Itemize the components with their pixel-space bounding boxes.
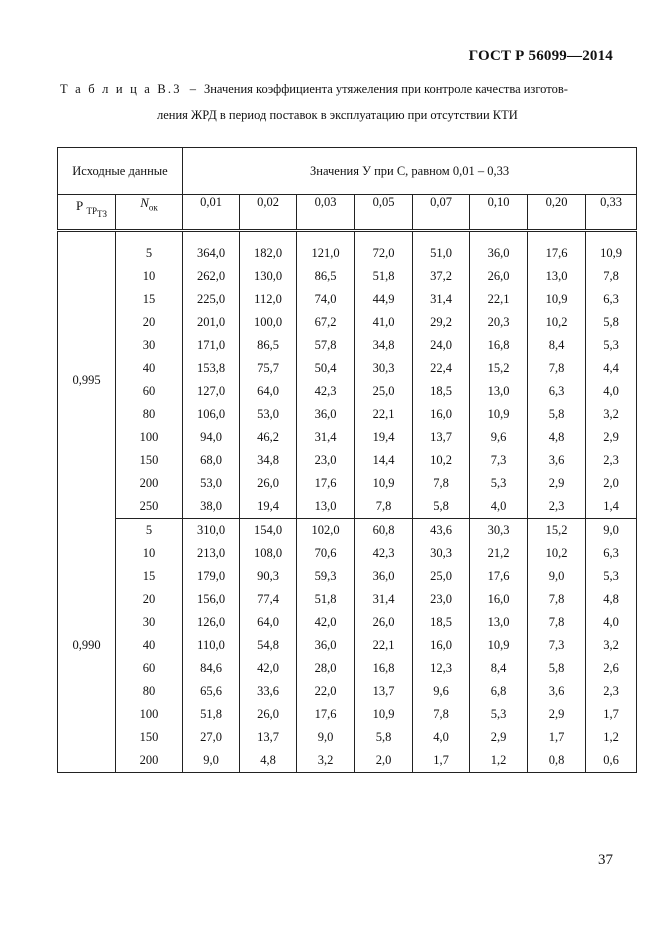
n-value-cell: 100 [116, 703, 183, 726]
coefficient-value-cell: 7,3 [470, 449, 528, 472]
coefficient-value-cell: 10,9 [470, 403, 528, 426]
coefficient-value-cell: 18,5 [413, 611, 470, 634]
coefficient-value-cell: 121,0 [297, 242, 355, 265]
c-value-header: 0,20 [528, 195, 586, 231]
coefficient-value-cell: 26,0 [240, 703, 297, 726]
coefficient-value-cell: 5,8 [528, 657, 586, 680]
coefficient-value-cell: 23,0 [297, 449, 355, 472]
coefficient-value-cell: 37,2 [413, 265, 470, 288]
coefficient-value-cell: 54,8 [240, 634, 297, 657]
coefficient-value-cell: 5,8 [413, 495, 470, 519]
table-row [58, 265, 637, 288]
coefficient-value-cell: 8,4 [470, 657, 528, 680]
coefficient-value-cell: 13,7 [240, 726, 297, 749]
coefficient-value-cell: 10,2 [528, 311, 586, 334]
table-row [58, 334, 637, 357]
table-row [58, 749, 637, 773]
coefficient-value-cell: 7,8 [528, 357, 586, 380]
coefficient-value-cell: 53,0 [183, 472, 240, 495]
coefficient-value-cell: 9,0 [586, 519, 637, 543]
coefficient-value-cell: 42,0 [297, 611, 355, 634]
coefficient-value-cell: 18,5 [413, 380, 470, 403]
coefficient-value-cell: 36,0 [297, 403, 355, 426]
coefficient-value-cell: 4,8 [528, 426, 586, 449]
coefficient-value-cell: 225,0 [183, 288, 240, 311]
table-row [58, 472, 637, 495]
n-value-cell: 40 [116, 357, 183, 380]
coefficient-value-cell: 5,8 [528, 403, 586, 426]
page-number: 37 [598, 852, 613, 868]
table-row [58, 242, 637, 265]
coefficient-value-cell: 72,0 [355, 242, 413, 265]
coefficient-value-cell: 19,4 [240, 495, 297, 519]
coefficient-value-cell: 10,9 [586, 242, 637, 265]
coefficient-value-cell: 60,8 [355, 519, 413, 543]
table-row [58, 288, 637, 311]
table-row [58, 680, 637, 703]
coefficient-value-cell: 50,4 [297, 357, 355, 380]
coefficient-value-cell: 2,6 [586, 657, 637, 680]
coefficient-value-cell: 5,3 [586, 334, 637, 357]
coefficient-value-cell: 10,9 [470, 634, 528, 657]
c-value-header: 0,03 [297, 195, 355, 231]
coefficient-value-cell: 127,0 [183, 380, 240, 403]
table-row [58, 380, 637, 403]
coefficient-value-cell: 0,6 [586, 749, 637, 773]
coefficient-value-cell: 112,0 [240, 288, 297, 311]
coefficient-value-cell: 68,0 [183, 449, 240, 472]
coefficient-value-cell: 2,9 [586, 426, 637, 449]
table-row [58, 726, 637, 749]
coefficient-value-cell: 42,3 [297, 380, 355, 403]
coefficient-value-cell: 2,0 [586, 472, 637, 495]
n-value-cell: 60 [116, 657, 183, 680]
table-caption-prefix: Т а б л и ц а В.3 [60, 82, 182, 96]
table-row [58, 311, 637, 334]
coefficient-value-cell: 100,0 [240, 311, 297, 334]
coefficient-value-cell: 57,8 [297, 334, 355, 357]
coefficient-value-cell: 2,3 [528, 495, 586, 519]
coefficient-value-cell: 13,0 [470, 611, 528, 634]
coefficient-value-cell: 38,0 [183, 495, 240, 519]
coefficient-value-cell: 51,8 [297, 588, 355, 611]
coefficient-value-cell: 36,0 [470, 242, 528, 265]
coefficient-value-cell: 7,8 [528, 611, 586, 634]
coefficient-value-cell: 110,0 [183, 634, 240, 657]
c-value-header: 0,10 [470, 195, 528, 231]
coefficient-value-cell: 10,2 [528, 542, 586, 565]
coefficient-value-cell: 42,0 [240, 657, 297, 680]
coefficient-value-cell: 16,0 [413, 634, 470, 657]
document-code: ГОСТ Р 56099—2014 [468, 48, 613, 64]
coefficient-value-cell: 262,0 [183, 265, 240, 288]
coefficient-value-cell: 108,0 [240, 542, 297, 565]
coefficient-value-cell: 31,4 [413, 288, 470, 311]
n-value-cell: 5 [116, 242, 183, 265]
coefficient-value-cell: 53,0 [240, 403, 297, 426]
coefficient-value-cell: 6,3 [586, 542, 637, 565]
probability-cell: 0,990 [58, 519, 116, 773]
coefficient-value-cell: 3,2 [586, 634, 637, 657]
coefficient-value-cell: 22,1 [355, 634, 413, 657]
n-value-cell: 5 [116, 519, 183, 543]
coefficient-value-cell: 22,4 [413, 357, 470, 380]
coefficient-value-cell: 3,6 [528, 449, 586, 472]
coefficient-value-cell: 84,6 [183, 657, 240, 680]
coefficient-value-cell: 90,3 [240, 565, 297, 588]
coefficient-value-cell: 6,3 [586, 288, 637, 311]
coefficient-value-cell: 22,1 [355, 403, 413, 426]
coefficient-value-cell: 8,4 [528, 334, 586, 357]
c-value-header: 0,01 [183, 195, 240, 231]
table-row [58, 588, 637, 611]
coefficient-value-cell: 5,3 [470, 703, 528, 726]
coefficient-value-cell: 1,7 [586, 703, 637, 726]
n-value-cell: 100 [116, 426, 183, 449]
coefficient-value-cell: 1,7 [413, 749, 470, 773]
coefficient-value-cell: 5,8 [355, 726, 413, 749]
p-column-header: Р $_{ТР_{ТЗ}}$ [58, 195, 116, 231]
coefficient-value-cell: 213,0 [183, 542, 240, 565]
coefficient-value-cell: 30,3 [470, 519, 528, 543]
coefficient-value-cell: 27,0 [183, 726, 240, 749]
n-value-cell: 20 [116, 588, 183, 611]
table-row [58, 542, 637, 565]
n-value-cell: 250 [116, 495, 183, 519]
table-row [58, 357, 637, 380]
n-value-cell: 200 [116, 472, 183, 495]
coefficient-value-cell: 59,3 [297, 565, 355, 588]
coefficient-value-cell: 153,8 [183, 357, 240, 380]
coefficient-value-cell: 44,9 [355, 288, 413, 311]
c-value-header: 0,05 [355, 195, 413, 231]
coefficient-value-cell: 34,8 [355, 334, 413, 357]
coefficient-value-cell: 364,0 [183, 242, 240, 265]
table-row [58, 449, 637, 472]
coefficient-value-cell: 3,2 [586, 403, 637, 426]
coefficient-value-cell: 26,0 [470, 265, 528, 288]
coefficient-value-cell: 126,0 [183, 611, 240, 634]
coefficient-value-cell: 10,2 [413, 449, 470, 472]
coefficient-value-cell: 43,6 [413, 519, 470, 543]
coefficient-value-cell: 31,4 [297, 426, 355, 449]
coefficient-value-cell: 106,0 [183, 403, 240, 426]
coefficient-value-cell: 10,9 [355, 703, 413, 726]
coefficient-value-cell: 2,9 [470, 726, 528, 749]
coefficient-value-cell: 179,0 [183, 565, 240, 588]
coefficient-value-cell: 10,9 [528, 288, 586, 311]
coefficient-value-cell: 7,8 [528, 588, 586, 611]
coefficient-value-cell: 51,8 [183, 703, 240, 726]
coefficient-value-cell: 9,6 [470, 426, 528, 449]
coefficient-value-cell: 7,8 [413, 703, 470, 726]
coefficient-value-cell: 1,4 [586, 495, 637, 519]
coefficient-value-cell: 51,8 [355, 265, 413, 288]
coefficient-value-cell: 86,5 [297, 265, 355, 288]
coefficient-value-cell: 16,8 [355, 657, 413, 680]
n-value-cell: 15 [116, 565, 183, 588]
coefficient-value-cell: 13,0 [297, 495, 355, 519]
coefficient-value-cell: 86,5 [240, 334, 297, 357]
coefficient-value-cell: 23,0 [413, 588, 470, 611]
coefficient-value-cell: 130,0 [240, 265, 297, 288]
coefficient-value-cell: 5,8 [586, 311, 637, 334]
coefficient-value-cell: 70,6 [297, 542, 355, 565]
coefficient-value-cell: 4,0 [586, 380, 637, 403]
table-caption [60, 76, 620, 128]
coefficient-value-cell: 6,8 [470, 680, 528, 703]
coefficient-table [57, 147, 637, 773]
coefficient-value-cell: 41,0 [355, 311, 413, 334]
n-value-cell: 15 [116, 288, 183, 311]
table-row [58, 403, 637, 426]
n-column-header: $N_{ок}$ [116, 195, 183, 231]
coefficient-value-cell: 46,2 [240, 426, 297, 449]
coefficient-value-cell: 19,4 [355, 426, 413, 449]
coefficient-value-cell: 17,6 [470, 565, 528, 588]
c-value-header: 0,33 [586, 195, 637, 231]
table-caption-line2: ления ЖРД в период поставок в эксплуатацию при отсутствии КТИ [157, 108, 518, 122]
coefficient-value-cell: 2,0 [355, 749, 413, 773]
coefficient-value-cell: 7,8 [413, 472, 470, 495]
coefficient-value-cell: 25,0 [413, 565, 470, 588]
coefficient-value-cell: 77,4 [240, 588, 297, 611]
table-row [58, 703, 637, 726]
coefficient-value-cell: 5,3 [586, 565, 637, 588]
coefficient-value-cell: 2,3 [586, 680, 637, 703]
values-header: Значения У при С, равном 0,01 – 0,33 [183, 148, 637, 195]
coefficient-value-cell: 30,3 [413, 542, 470, 565]
coefficient-value-cell: 2,9 [528, 472, 586, 495]
coefficient-value-cell: 9,6 [413, 680, 470, 703]
n-value-cell: 30 [116, 334, 183, 357]
coefficient-value-cell: 13,7 [413, 426, 470, 449]
coefficient-value-cell: 65,6 [183, 680, 240, 703]
coefficient-value-cell: 36,0 [355, 565, 413, 588]
coefficient-value-cell: 30,3 [355, 357, 413, 380]
coefficient-value-cell: 4,0 [413, 726, 470, 749]
coefficient-value-cell: 201,0 [183, 311, 240, 334]
coefficient-value-cell: 7,8 [586, 265, 637, 288]
n-value-cell: 150 [116, 726, 183, 749]
coefficient-value-cell: 171,0 [183, 334, 240, 357]
n-value-cell: 80 [116, 403, 183, 426]
coefficient-value-cell: 26,0 [355, 611, 413, 634]
coefficient-value-cell: 3,2 [297, 749, 355, 773]
n-value-cell: 200 [116, 749, 183, 773]
coefficient-value-cell: 10,9 [355, 472, 413, 495]
table-caption-line1: Значения коэффициента утяжеления при контроле качества изготов- [203, 82, 568, 96]
coefficient-value-cell: 24,0 [413, 334, 470, 357]
coefficient-value-cell: 154,0 [240, 519, 297, 543]
coefficient-value-cell: 21,2 [470, 542, 528, 565]
coefficient-value-cell: 94,0 [183, 426, 240, 449]
coefficient-value-cell: 16,0 [470, 588, 528, 611]
table-row [58, 519, 637, 543]
coefficient-value-cell: 4,8 [240, 749, 297, 773]
coefficient-value-cell: 4,8 [586, 588, 637, 611]
coefficient-value-cell: 102,0 [297, 519, 355, 543]
coefficient-value-cell: 2,9 [528, 703, 586, 726]
initial-data-header: Исходные данные [58, 148, 183, 195]
coefficient-value-cell: 16,0 [413, 403, 470, 426]
coefficient-value-cell: 16,8 [470, 334, 528, 357]
table-row [58, 611, 637, 634]
coefficient-value-cell: 0,8 [528, 749, 586, 773]
table-row [58, 426, 637, 449]
coefficient-value-cell: 13,0 [528, 265, 586, 288]
coefficient-value-cell: 64,0 [240, 611, 297, 634]
table-row [58, 495, 637, 519]
n-value-cell: 20 [116, 311, 183, 334]
table-row [58, 657, 637, 680]
coefficient-value-cell: 13,7 [355, 680, 413, 703]
coefficient-value-cell: 15,2 [470, 357, 528, 380]
coefficient-value-cell: 15,2 [528, 519, 586, 543]
coefficient-value-cell: 25,0 [355, 380, 413, 403]
coefficient-value-cell: 22,0 [297, 680, 355, 703]
coefficient-value-cell: 3,6 [528, 680, 586, 703]
coefficient-value-cell: 75,7 [240, 357, 297, 380]
coefficient-value-cell: 2,3 [586, 449, 637, 472]
coefficient-value-cell: 1,2 [586, 726, 637, 749]
c-value-header: 0,02 [240, 195, 297, 231]
coefficient-value-cell: 13,0 [470, 380, 528, 403]
coefficient-value-cell: 51,0 [413, 242, 470, 265]
coefficient-value-cell: 4,0 [470, 495, 528, 519]
coefficient-value-cell: 34,8 [240, 449, 297, 472]
coefficient-value-cell: 14,4 [355, 449, 413, 472]
coefficient-value-cell: 28,0 [297, 657, 355, 680]
coefficient-value-cell: 29,2 [413, 311, 470, 334]
coefficient-value-cell: 1,2 [470, 749, 528, 773]
coefficient-value-cell: 26,0 [240, 472, 297, 495]
coefficient-value-cell: 6,3 [528, 380, 586, 403]
table-row [58, 565, 637, 588]
coefficient-value-cell: 42,3 [355, 542, 413, 565]
coefficient-value-cell: 64,0 [240, 380, 297, 403]
coefficient-value-cell: 74,0 [297, 288, 355, 311]
coefficient-value-cell: 7,8 [355, 495, 413, 519]
n-value-cell: 60 [116, 380, 183, 403]
coefficient-value-cell: 156,0 [183, 588, 240, 611]
coefficient-value-cell: 17,6 [297, 472, 355, 495]
c-value-header: 0,07 [413, 195, 470, 231]
coefficient-value-cell: 67,2 [297, 311, 355, 334]
coefficient-value-cell: 4,4 [586, 357, 637, 380]
table-caption-dash: – [189, 82, 196, 96]
probability-cell: 0,995 [58, 242, 116, 519]
coefficient-value-cell: 4,0 [586, 611, 637, 634]
coefficient-value-cell: 9,0 [528, 565, 586, 588]
coefficient-value-cell: 17,6 [297, 703, 355, 726]
coefficient-value-cell: 12,3 [413, 657, 470, 680]
n-value-cell: 40 [116, 634, 183, 657]
n-value-cell: 150 [116, 449, 183, 472]
coefficient-value-cell: 17,6 [528, 242, 586, 265]
n-value-cell: 10 [116, 265, 183, 288]
coefficient-value-cell: 9,0 [183, 749, 240, 773]
coefficient-value-cell: 182,0 [240, 242, 297, 265]
coefficient-value-cell: 1,7 [528, 726, 586, 749]
coefficient-value-cell: 7,3 [528, 634, 586, 657]
n-value-cell: 10 [116, 542, 183, 565]
coefficient-value-cell: 9,0 [297, 726, 355, 749]
coefficient-value-cell: 20,3 [470, 311, 528, 334]
coefficient-value-cell: 36,0 [297, 634, 355, 657]
coefficient-value-cell: 5,3 [470, 472, 528, 495]
coefficient-value-cell: 33,6 [240, 680, 297, 703]
coefficient-value-cell: 22,1 [470, 288, 528, 311]
coefficient-value-cell: 310,0 [183, 519, 240, 543]
coefficient-value-cell: 31,4 [355, 588, 413, 611]
n-value-cell: 30 [116, 611, 183, 634]
table-row [58, 634, 637, 657]
n-value-cell: 80 [116, 680, 183, 703]
